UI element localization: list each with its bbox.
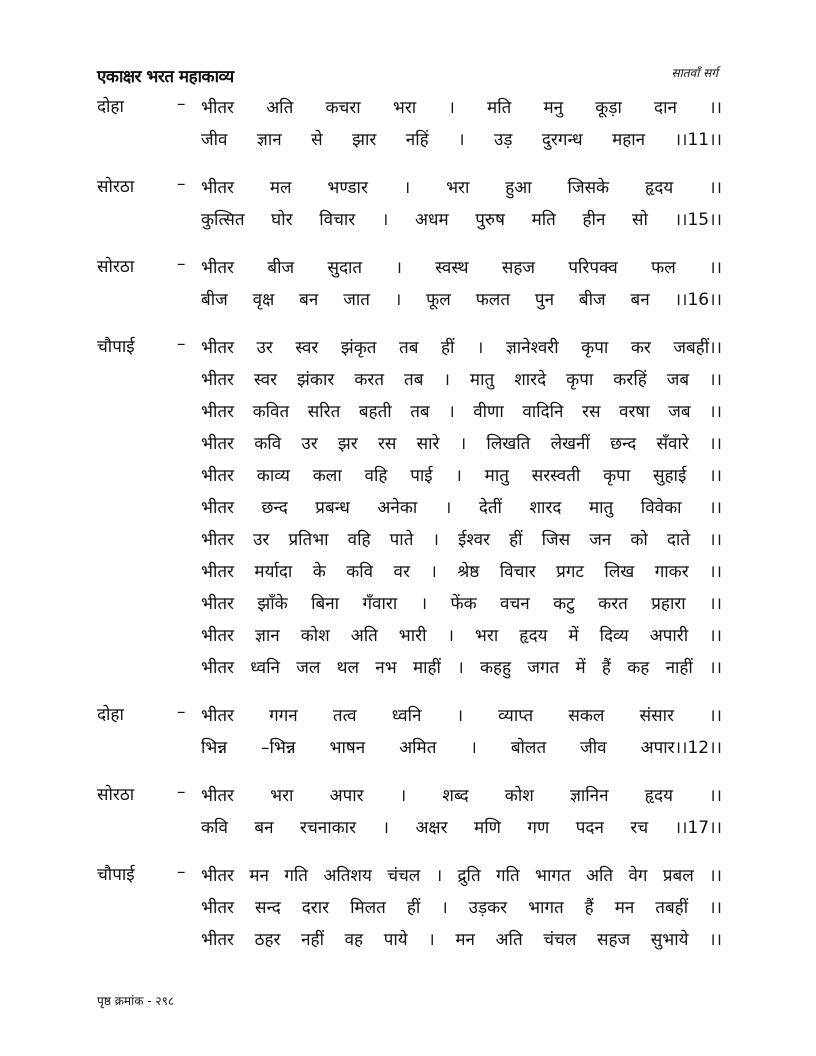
stanza: [97, 700, 722, 764]
verse-line: कुत्सित घोर विचार । अधम पुरुष मति हीन सो ।।15।।: [201, 210, 722, 230]
stanza-dash: –: [177, 254, 186, 274]
stanza-type-label: दोहा: [97, 97, 124, 117]
verse-line: भीतर ठहर नहीं वह पाये । मन अति चंचल सहज सुभाये ।।: [201, 930, 722, 950]
stanza-type-label: सोरठा: [97, 257, 135, 277]
verse-line: भिन्न –भिन्न भाषन अमित । बोलत जीव अपार।।12।।: [201, 738, 722, 758]
stanza-type-label: सोरठा: [97, 177, 135, 197]
verse-line: भीतर ध्वनि जल थल नभ माहीं । कहहु जगत में हैं कह नाहीं ।।: [201, 658, 722, 678]
stanza-dash: –: [177, 702, 186, 722]
stanza: [97, 780, 722, 844]
stanza: [97, 172, 722, 236]
verse-lines: [201, 252, 722, 316]
stanza-type-label: सोरठा: [97, 785, 135, 805]
verse-line: भीतर गगन तत्व ध्वनि । व्याप्त सकल संसार ।।: [201, 706, 722, 726]
verse-line: कवि बन रचनाकार । अक्षर मणि गण पदन रच ।।17।।: [201, 818, 722, 838]
verse-lines: [201, 172, 722, 236]
verse-lines: [201, 332, 722, 684]
verse-lines: [201, 700, 722, 764]
verse-line: भीतर स्वर झंकार करत तब । मातु शारदे कृपा करहिं जब ।।: [201, 370, 722, 390]
poem-content: [97, 92, 722, 972]
verse-lines: [201, 780, 722, 844]
verse-line: भीतर उर प्रतिभा वहि पाते । ईश्वर हीं जिस जन को दाते ।।: [201, 530, 722, 550]
verse-line: भीतर सन्द दरार मिलत हीं । उड़कर भागत हैं मन तबहीं ।।: [201, 898, 722, 918]
stanza: [97, 860, 722, 956]
verse-line: भीतर मल भण्डार । भरा हुआ जिसके हृदय ।।: [201, 178, 722, 198]
chapter-label: सातवाँ सर्ग: [671, 66, 718, 80]
verse-line: भीतर उर स्वर झंकृत तब हीं । ज्ञानेश्वरी कृपा कर जबहीं।।: [201, 338, 722, 358]
verse-line: भीतर भरा अपार । शब्द कोश ज्ञानिन हृदय ।।: [201, 786, 722, 806]
verse-line: भीतर कवि उर झर रस सारे । लिखति लेखनीं छन्द सँवारे ।।: [201, 434, 722, 454]
stanza: [97, 252, 722, 316]
stanza-dash: –: [177, 94, 186, 114]
verse-line: बीज वृक्ष बन जात । फूल फलत पुन बीज बन ।।16।।: [201, 290, 722, 310]
verse-lines: [201, 860, 722, 956]
stanza-dash: –: [177, 782, 186, 802]
book-title: एकाक्षर भरत महाकाव्य: [97, 67, 234, 87]
stanza-type-label: चौपाई: [97, 865, 135, 885]
verse-line: भीतर अति कचरा भरा । मति मनु कूड़ा दान ।।: [201, 98, 722, 118]
verse-line: भीतर छन्द प्रबन्ध अनेका । देतीं शारद मातु विवेका ।।: [201, 498, 722, 518]
page-number: पृष्ठ क्रमांक - २९८: [97, 994, 175, 1008]
verse-line: भीतर कवित सरित बहती तब । वीणा वादिनि रस वरषा जब ।।: [201, 402, 722, 422]
verse-line: भीतर काव्य कला वहि पाई । मातु सरस्वती कृपा सुहाई ।।: [201, 466, 722, 486]
verse-line: भीतर बीज सुदात । स्वस्थ सहज परिपक्व फल ।।: [201, 258, 722, 278]
verse-line: भीतर ज्ञान कोश अति भारी । भरा हृदय में दिव्य अपारी ।।: [201, 626, 722, 646]
stanza-dash: –: [177, 174, 186, 194]
stanza-dash: –: [177, 334, 186, 354]
stanza-type-label: दोहा: [97, 705, 124, 725]
verse-line: भीतर मर्यादा के कवि वर । श्रेष्ठ विचार प्रगट लिख गाकर ।।: [201, 562, 722, 582]
verse-line: भीतर झाँके बिना गँवारा । फेंक वचन कटु करत प्रहारा ।।: [201, 594, 722, 614]
verse-line: जीव ज्ञान से झार नहिं । उड़ दुरगन्ध महान ।।11।।: [201, 130, 722, 150]
verse-line: भीतर मन गति अतिशय चंचल । द्रुति गति भागत अति वेग प्रबल ।।: [201, 866, 722, 886]
page-header: [97, 60, 718, 90]
verse-lines: [201, 92, 722, 156]
stanza: [97, 92, 722, 156]
stanza-type-label: चौपाई: [97, 337, 135, 357]
stanza: [97, 332, 722, 684]
stanza-dash: –: [177, 862, 186, 882]
